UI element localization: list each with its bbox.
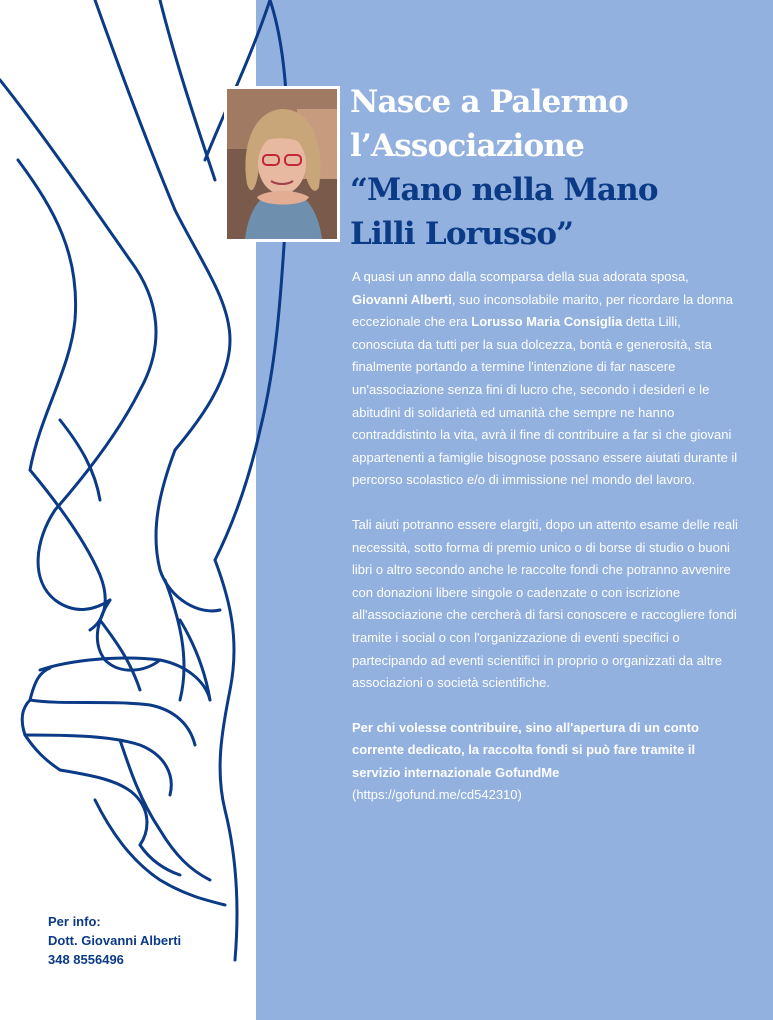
wife-name: Lorusso Maria Consiglia [471,314,623,330]
gofundme-link[interactable]: (https://gofund.me/cd542310) [352,787,522,803]
article-body [352,266,742,829]
paragraph-1 [352,266,742,492]
husband-name: Giovanni Alberti [352,291,452,307]
title-line-2: l’Associazione [350,128,585,164]
title-line-4: Lilli Lorusso” [350,216,574,252]
contribution-text: Per chi volesse contribuire, sino all'apertura di un conto corrente dedicato, la raccolta fondi si può fare tramite il servizio internazionale GofundMe [352,719,699,780]
title-line-3: “Mano nella Mano [350,172,658,208]
article-title [350,80,760,256]
contact-name: Dott. Giovanni Alberti [48,933,182,948]
contact-phone: 348 8556496 [48,952,124,967]
portrait-photo [224,86,340,242]
title-line-1: Nasce a Palermo [350,84,629,120]
paragraph-2: Tali aiuti potranno essere elargiti, dopo un attento esame delle reali necessità, sotto forma di premio unico o di borse di studio o buoni libri o altro secondo anche le raccolte fondi che potranno avvenire con donazioni libere singole o cadenzate o con iscrizione all'associazione che cercherà di farsi conoscere e raccogliere fondi tramite i social o con l'organizzazione di eventi specifici o partecipando ad eventi scientifici in proprio o organizzati da altre associazioni o società scientifiche. [352,516,738,691]
p1-text-a: A quasi un anno dalla scomparsa della sua adorata sposa, [352,269,689,284]
info-label: Per info: [48,914,101,929]
contact-info [48,912,181,969]
portrait-image [227,89,337,239]
p1-text-c: , suo inconsolabile marito, per ricordare la donna eccezionale che era [352,291,734,330]
p1-text-e: detta Lilli, conosciuta da tutti per la sua dolcezza, bontà e generosità, sta finalmente portando a termine l'intenzione di far nascere un'associazione senza fini di lucro che, secondo i desideri e le abitudini di solidarietà ed umanità che sempre ne hanno contraddistinto la vita, avrà il fine di contribuire a far sì che giovani appartenenti a famiglie bisognose possano essere aiutati durante il percorso scolastico e/o di immissione nel mondo del lavoro. [352,314,738,488]
paragraph-3 [352,717,742,807]
